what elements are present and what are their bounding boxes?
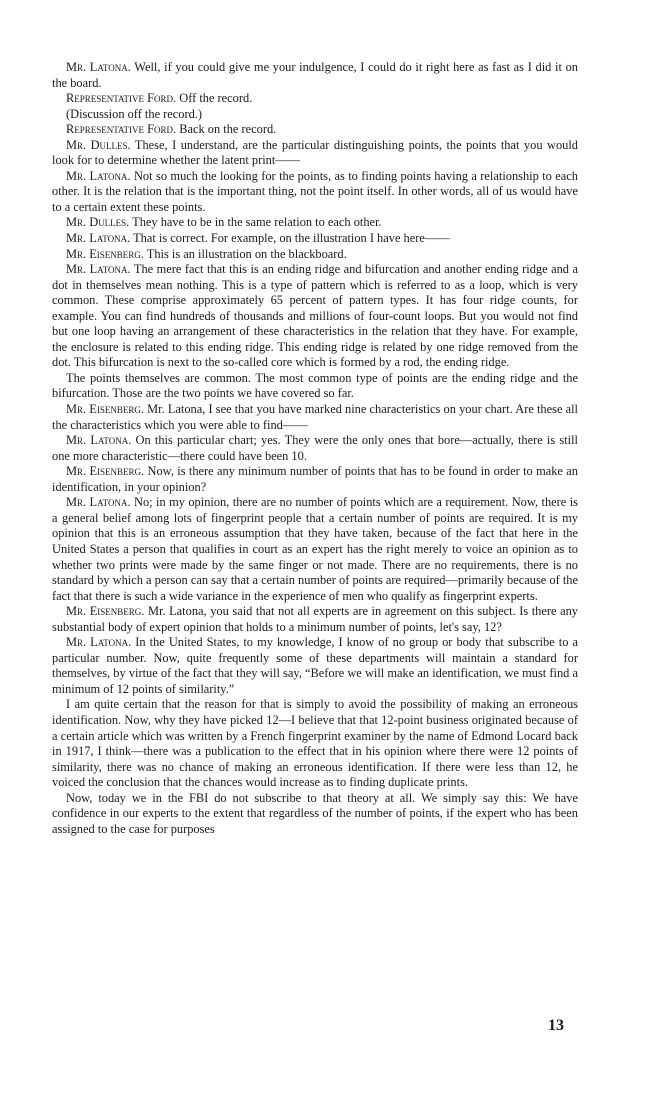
paragraph-text: The mere fact that this is an ending ridge and bifurcation and another ending ridge and a dot in themselves mean nothing. This is a type of pattern which is referred to as a loop, which is very common. These comprise approximately 65 percent of pattern types. It has four ridge counts, for example. You can find hundreds of thousands and millions of four-count loops. But you would not find but one loop having an arrangement of these characteristics in the relation that they have. For example, the enclosure is related to this ending ridge. This ending ridge is related by one ridge removed from the dot. This bifurcation is next to the so-called core which is formed by a rod, the ending ridge. xyxy=(52,262,578,370)
speaker-name: Mr. Latona. xyxy=(66,433,132,448)
paragraph xyxy=(52,138,578,169)
speaker-name: Mr. Latona. xyxy=(66,495,131,510)
paragraph-text: These, I understand, are the particular distinguishing points, the points that you would look for to determine whether the latent print—— xyxy=(52,137,578,168)
paragraph-text: Mr. Latona, you said that not all experts are in agreement on this subject. Is there any substantial body of expert opinion that holds to a minimum number of points, let's say, 12? xyxy=(52,604,578,634)
paragraph-text: Off the record. xyxy=(179,91,253,106)
paragraph xyxy=(52,697,578,790)
paragraph-text: Now, is there any minimum number of points that has to be found in order to make an identification, in your opinion? xyxy=(52,464,578,494)
speaker-name: Mr. Latona. xyxy=(66,262,131,277)
paragraph xyxy=(52,169,578,216)
paragraph xyxy=(52,122,578,138)
paragraph xyxy=(52,215,578,231)
paragraph-text: No; in my opinion, there are no number of points which are a requirement. Now, there is a general belief among lots of fingerprint people that a certain number of points are required. It is my opinion that this is an erroneous assumption that they have taken, because of the fact that here in the United States a person that qualifies in court as an expert has the right merely to voice an opinion as to whether two prints were made by the same finger or not made. There are no requirements, there is no standard by which a person can say that a certain number of points are required—primarily because of the fact that there is such a wide variance in the experience of men who qualify as fingerprint experts. xyxy=(52,495,578,603)
speaker-name: Mr. Latona. xyxy=(66,635,132,650)
speaker-name: Mr. Dulles. xyxy=(66,215,130,230)
paragraph-text: Back on the record. xyxy=(179,122,277,137)
paragraph xyxy=(52,262,578,371)
paragraph xyxy=(52,464,578,495)
paragraph-text: Mr. Latona, I see that you have marked nine characteristics on your chart. Are these all the characteristics which you were able to find—— xyxy=(52,402,578,432)
speaker-name: Mr. Eisenberg. xyxy=(66,246,144,261)
paragraph xyxy=(52,247,578,263)
paragraph-text: This is an illustration on the blackboard. xyxy=(146,246,347,261)
paragraph-text: The points themselves are common. The most common type of points are the ending ridge and the bifurcation. Those are the two points we have covered so far. xyxy=(52,370,578,401)
paragraph xyxy=(52,495,578,604)
page-number: 13 xyxy=(548,1017,564,1034)
paragraph xyxy=(52,402,578,433)
speaker-name: Representative Ford. xyxy=(66,122,177,137)
paragraph xyxy=(52,791,578,838)
paragraph-text: Well, if you could give me your indulgence, I could do it right here as fast as I did it on the board. xyxy=(52,60,578,90)
paragraph-text: I am quite certain that the reason for that is simply to avoid the possibility of making an erroneous identification. Now, why they have picked 12—I believe that that 12-point business originated because of a certain article which was written by a French fingerprint examiner by the name of Edmond Locard back in 1917, I think—there was a publication to the effect that in his opinion where there were 12 points of similarity, there was no chance of making an erroneous identification. If there were less than 12, he voiced the conclusion that the chances would increase as to finding duplicate prints. xyxy=(52,697,578,790)
speaker-name: Mr. Dulles. xyxy=(66,137,131,152)
paragraph-text: (Discussion off the record.) xyxy=(66,106,203,121)
paragraph xyxy=(52,371,578,402)
paragraph-text: Not so much the looking for the points, as to finding points having a relationship to each other. It is the relation that is the important thing, not the point itself. In other words, all of us would have to a certain extent these points. xyxy=(52,168,578,214)
paragraph-text: Now, today we in the FBI do not subscribe to that theory at all. We simply say this: We have confidence in our experts to the extent that regardless of the number of points, if the expert who has been assigned to the case for purposes xyxy=(52,790,578,836)
paragraph xyxy=(52,604,578,635)
paragraph xyxy=(52,91,578,107)
paragraph xyxy=(52,231,578,247)
document-body xyxy=(52,60,578,837)
speaker-name: Representative Ford. xyxy=(66,91,177,106)
paragraph xyxy=(52,107,578,123)
paragraph-text: They have to be in the same relation to each other. xyxy=(132,215,382,230)
speaker-name: Mr. Eisenberg. xyxy=(66,402,144,417)
paragraph xyxy=(52,433,578,464)
speaker-name: Mr. Eisenberg. xyxy=(66,464,145,479)
paragraph-text: In the United States, to my knowledge, I know of no group or body that subscribe to a particular number. Now, quite frequently some of these departments will maintain a standard for themselves, by virtue of the fact that they will say, “Before we will make an identification, we must find a minimum of 12 points of similarity.” xyxy=(52,635,578,696)
speaker-name: Mr. Latona. xyxy=(66,168,131,183)
paragraph xyxy=(52,60,578,91)
paragraph-text: That is correct. For example, on the illustration I have here—— xyxy=(133,231,450,246)
paragraph xyxy=(52,635,578,697)
speaker-name: Mr. Latona. xyxy=(66,231,131,246)
speaker-name: Mr. Latona. xyxy=(66,60,131,74)
paragraph-text: On this particular chart; yes. They were the only ones that bore—actually, there is still one more characteristic—there could have been 10. xyxy=(52,433,578,463)
speaker-name: Mr. Eisenberg. xyxy=(66,604,145,619)
